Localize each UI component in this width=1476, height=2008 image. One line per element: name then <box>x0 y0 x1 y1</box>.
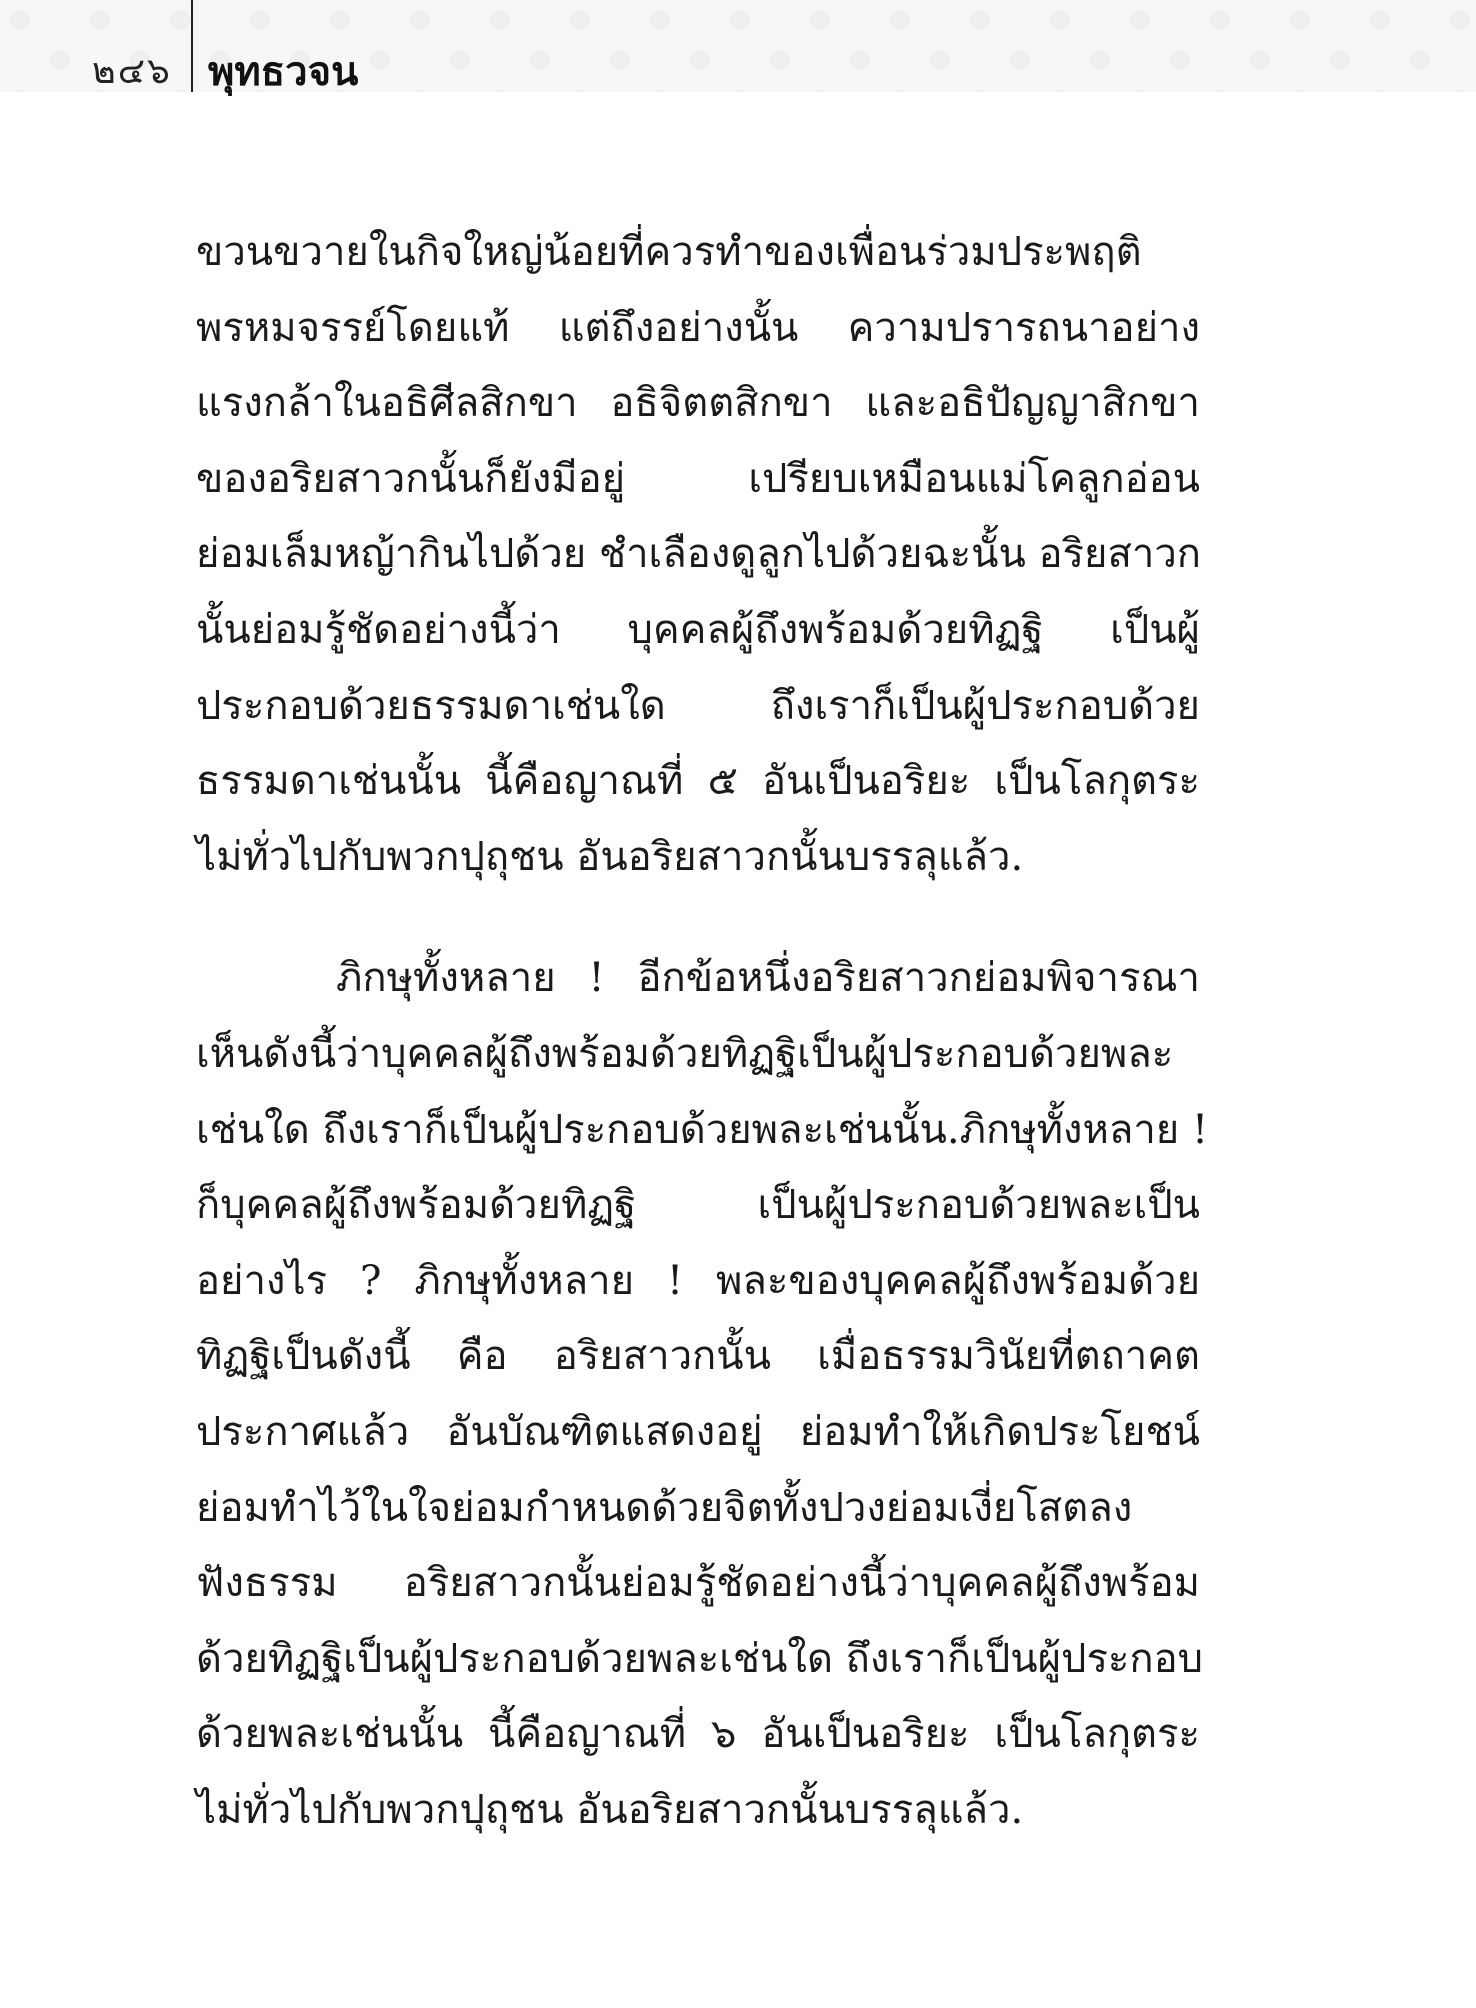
text-line: ย่อมทำไว้ในใจย่อมกำหนดด้วยจิตทั้งปวงย่อมเงี่ยโสตลง <box>196 1484 1133 1531</box>
text-line: ไม่ทั่วไปกับพวกปุถุชน อันอริยสาวกนั้นบรรลุแล้ว. <box>196 833 1024 880</box>
text-line: ด้วยทิฏฐิเป็นผู้ประกอบด้วยพละเช่นใด ถึงเราก็เป็นผู้ประกอบ <box>196 1635 1204 1682</box>
text-line: เห็นดังนี้ว่าบุคคลผู้ถึงพร้อมด้วยทิฏฐิเป็นผู้ประกอบด้วยพละ <box>196 1030 1174 1077</box>
text-line: ประกอบด้วยธรรมดาเช่นใด ถึงเราก็เป็นผู้ประกอบด้วย <box>196 682 1200 729</box>
paragraph-2 <box>196 941 1209 1848</box>
text-line: พรหมจรรย์โดยแท้ แต่ถึงอย่างนั้น ความปรารถนาอย่าง <box>196 304 1200 351</box>
text-line: ก็บุคคลผู้ถึงพร้อมด้วยทิฏฐิ เป็นผู้ประกอบด้วยพละเป็น <box>196 1182 1200 1229</box>
body-text <box>196 215 1209 1848</box>
text-line: เช่นใด ถึงเราก็เป็นผู้ประกอบด้วยพละเช่นนั้น.ภิกษุทั้งหลาย ! <box>196 1106 1209 1153</box>
paragraph-gap <box>196 895 1200 941</box>
text-line: ทิฏฐิเป็นดังนี้ คือ อริยสาวกนั้น เมื่อธรรมวินัยที่ตถาคต <box>196 1333 1200 1380</box>
text-line: ไม่ทั่วไปกับพวกปุถุชน อันอริยสาวกนั้นบรรลุแล้ว. <box>196 1786 1024 1833</box>
text-line: ธรรมดาเช่นนั้น นี้คือญาณที่ ๕ อันเป็นอริยะ เป็นโลกุตระ <box>196 758 1200 805</box>
text-line: อย่างไร ? ภิกษุทั้งหลาย ! พละของบุคคลผู้ถึงพร้อมด้วย <box>196 1257 1200 1304</box>
text-line: ด้วยพละเช่นนั้น นี้คือญาณที่ ๖ อันเป็นอริยะ เป็นโลกุตระ <box>196 1711 1200 1758</box>
text-line: ขวนขวายในกิจใหญ่น้อยที่ควรทำของเพื่อนร่วมประพฤติ <box>196 229 1142 275</box>
text-line: แรงกล้าในอธิศีลสิกขา อธิจิตตสิกขา และอธิปัญญาสิกขา <box>196 380 1200 427</box>
text-line: ประกาศแล้ว อันบัณฑิตแสดงอยู่ ย่อมทำให้เกิดประโยชน์ <box>196 1408 1200 1455</box>
paragraph-1 <box>196 215 1200 895</box>
running-title: พุทธวจน <box>208 48 359 95</box>
header-divider <box>191 0 193 92</box>
text-line: ฟังธรรม อริยสาวกนั้นย่อมรู้ชัดอย่างนี้ว่าบุคคลผู้ถึงพร้อม <box>196 1560 1200 1607</box>
page-number: ๒๔๖ <box>92 51 172 92</box>
text-line: ย่อมเล็มหญ้ากินไปด้วย ชำเลืองดูลูกไปด้วยฉะนั้น อริยสาวก <box>196 531 1202 578</box>
text-line: ของอริยสาวกนั้นก็ยังมีอยู่ เปรียบเหมือนแม่โคลูกอ่อน <box>196 455 1200 502</box>
text-line: นั้นย่อมรู้ชัดอย่างนี้ว่า บุคคลผู้ถึงพร้อมด้วยทิฏฐิ เป็นผู้ <box>196 606 1200 653</box>
text-line: ภิกษุทั้งหลาย ! อีกข้อหนึ่งอริยสาวกย่อมพิจารณา <box>336 955 1200 1002</box>
